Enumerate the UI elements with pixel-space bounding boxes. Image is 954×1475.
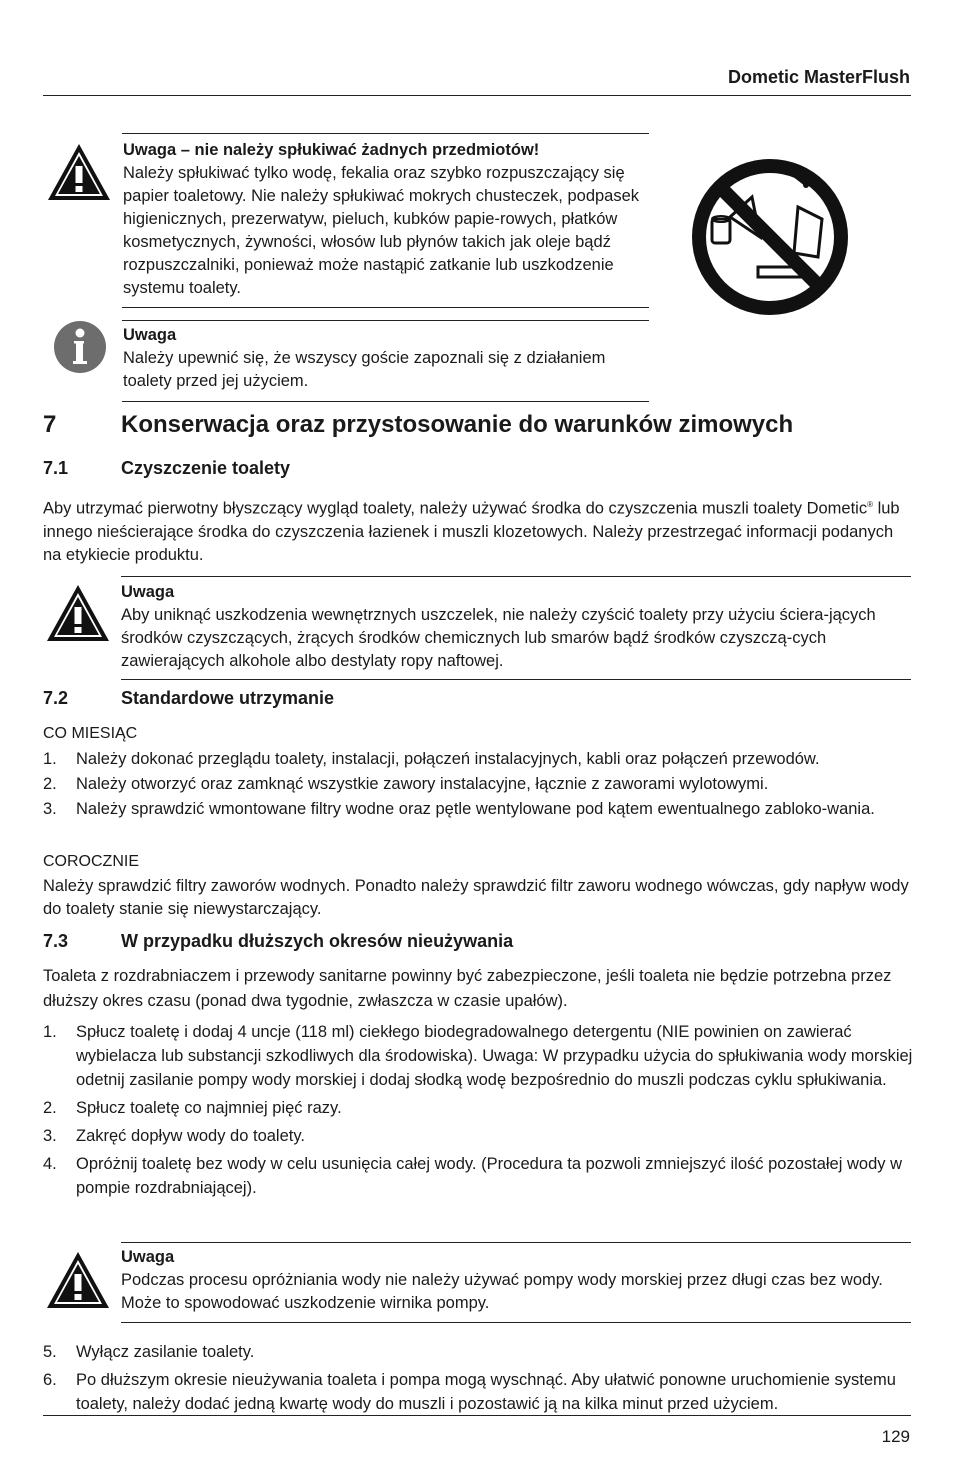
note-clean [121,581,909,673]
subsection-title: Czyszczenie toalety [121,458,291,478]
list-item [43,798,913,821]
list-number: 2. [43,775,57,793]
list-item [43,1152,913,1200]
warning-icon [43,581,113,645]
warning-icon [44,140,114,204]
note-rule [121,679,911,680]
subsection-title: Standardowe utrzymanie [121,688,335,708]
note-info [123,324,643,393]
list-item [43,1096,913,1120]
subsection-number: 7.1 [43,458,69,478]
storage-steps-continued [43,1340,913,1416]
subsection-number: 7.3 [43,931,69,951]
registered-mark: ® [867,500,873,509]
list-text: Po dłuższym okresie nieużywania toaleta i pompa mogą wyschnąć. Aby ułatwić ponowne uruchomienie systemu toalety, należy dodać jedną kwartę wody do muszli i pozostawić ją na kilka minut przed użyciem. [76,1371,896,1413]
info-icon [53,320,107,374]
list-item [43,748,913,771]
note-body: Należy spłukiwać tylko wodę, fekalia oraz szybko rozpuszczający się papier toaletowy. Nie należy spłukiwać mokrych chusteczek, podpasek higienicznych, prezerwatyw, pieluch, kubków papie-rowych, płatków kosmetycznych, żywności, włosów lub płynów takich jak oleje bądź rozpuszczalniki, ponieważ może nastąpić zatkanie lub uszkodzenie systemu toalety. [123,164,640,297]
monthly-list [43,748,913,821]
note-title: Uwaga [121,583,175,601]
warning-icon [43,1248,113,1312]
note-rule [122,307,649,308]
no-objects-prohibition-icon [690,157,850,317]
monthly-label: CO MIESIĄC [43,725,138,742]
list-item [43,773,913,796]
note-body: Aby uniknąć uszkodzenia wewnętrznych uszczelek, nie należy czyścić toalety przy użyciu ściera-jących środków czyszczących, żrących środków chemicznych lub smarów bądź środków czyszczą-cych zawierających alkohole albo destylaty ropy naftowej. [121,606,876,670]
subsection-title: W przypadku dłuższych okresów nieużywania [121,931,514,951]
header-rule [43,95,911,96]
paragraph-text: lub innego nieścierające środka do czyszczenia łazienek i muszli klozetowych. Należy przestrzegać informacji podanych na etykiecie produktu. [43,499,900,564]
note-rule [121,1322,911,1323]
list-number: 4. [43,1155,57,1173]
paragraph-text: Aby utrzymać pierwotny błyszczący wygląd toalety, należy używać środka do czyszczenia muszli toalety Dometic [43,499,868,518]
list-item [43,1340,913,1364]
list-number: 3. [43,1127,57,1145]
note-rule [121,1242,911,1243]
yearly-label: COROCZNIE [43,853,139,870]
list-text: Należy dokonać przeglądu toalety, instalacji, połączeń instalacyjnych, kabli oraz połączeń przewodów. [76,750,820,768]
cleaning-paragraph [43,493,913,567]
page-number: 129 [881,1427,910,1446]
storage-steps [43,1020,913,1200]
list-number: 6. [43,1371,57,1389]
note-body: Podczas procesu opróżniania wody nie należy używać pompy wody morskiej przez długi czas bez wody. Może to spowodować uszkodzenie wirnika pompy. [121,1271,883,1312]
note-rule [122,133,649,134]
list-item [43,1368,913,1416]
list-number: 1. [43,1023,57,1041]
note-title: Uwaga [121,1248,175,1266]
note-rule [122,320,649,321]
subsection-number: 7.2 [43,688,69,708]
list-text: Zakręć dopływ wody do toalety. [76,1127,305,1145]
list-number: 3. [43,800,57,818]
brand-header: Dometic MasterFlush [727,67,910,87]
list-item [43,1020,913,1092]
note-title: Uwaga [123,326,177,344]
list-item [43,1124,913,1148]
note-title: Uwaga – nie należy spłukiwać żadnych przedmiotów! [123,141,540,159]
section-title: Konserwacja oraz przystosowanie do warunków zimowych [121,411,794,438]
list-number: 5. [43,1343,57,1361]
list-text: Wyłącz zasilanie toalety. [76,1343,255,1361]
footer-rule [43,1415,911,1416]
list-text: Opróżnij toaletę bez wody w celu usunięcia całej wody. (Procedura ta pozwoli zmniejszyć ilość pozostałej wody w pompie rozdrabniającej). [76,1155,902,1197]
section-number: 7 [43,411,57,438]
note-rule [121,576,911,577]
yearly-text: Należy sprawdzić filtry zaworów wodnych. Ponadto należy sprawdzić filtr zaworu wodnego wówczas, gdy napływ wody do toalety stanie się niewystarczający. [43,877,909,918]
list-text: Spłucz toaletę co najmniej pięć razy. [76,1099,342,1117]
note-flush [123,139,643,300]
storage-intro: Toaleta z rozdrabniaczem i przewody sanitarne powinny być zabezpieczone, jeśli toaleta nie będzie potrzebna przez dłuższy okres czasu (ponad dwa tygodnie, zwłaszcza w czasie upałów). [43,967,892,1010]
list-number: 2. [43,1099,57,1117]
note-pump [121,1246,909,1315]
list-text: Należy otworzyć oraz zamknąć wszystkie zawory instalacyjne, łącznie z zaworami wylotowymi. [76,775,769,793]
list-text: Spłucz toaletę i dodaj 4 uncje (118 ml) ciekłego biodegradowalnego detergentu (NIE powinien on zawierać wybielacza lub substancji szkodliwych dla środowiska). Uwaga: W przypadku użycia do spłukiwania wody morskiej odetnij zasilanie pompy wody morskiej i dodaj słodką wodę bezpośrednio do muszli podczas cyklu spłukiwania. [76,1023,913,1089]
list-number: 1. [43,750,57,768]
list-text: Należy sprawdzić wmontowane filtry wodne oraz pętle wentylowane pod kątem ewentualnego zabloko-wania. [76,800,875,818]
note-rule [122,401,649,402]
note-body: Należy upewnić się, że wszyscy goście zapoznali się z działaniem toalety przed jej użyciem. [123,349,606,390]
